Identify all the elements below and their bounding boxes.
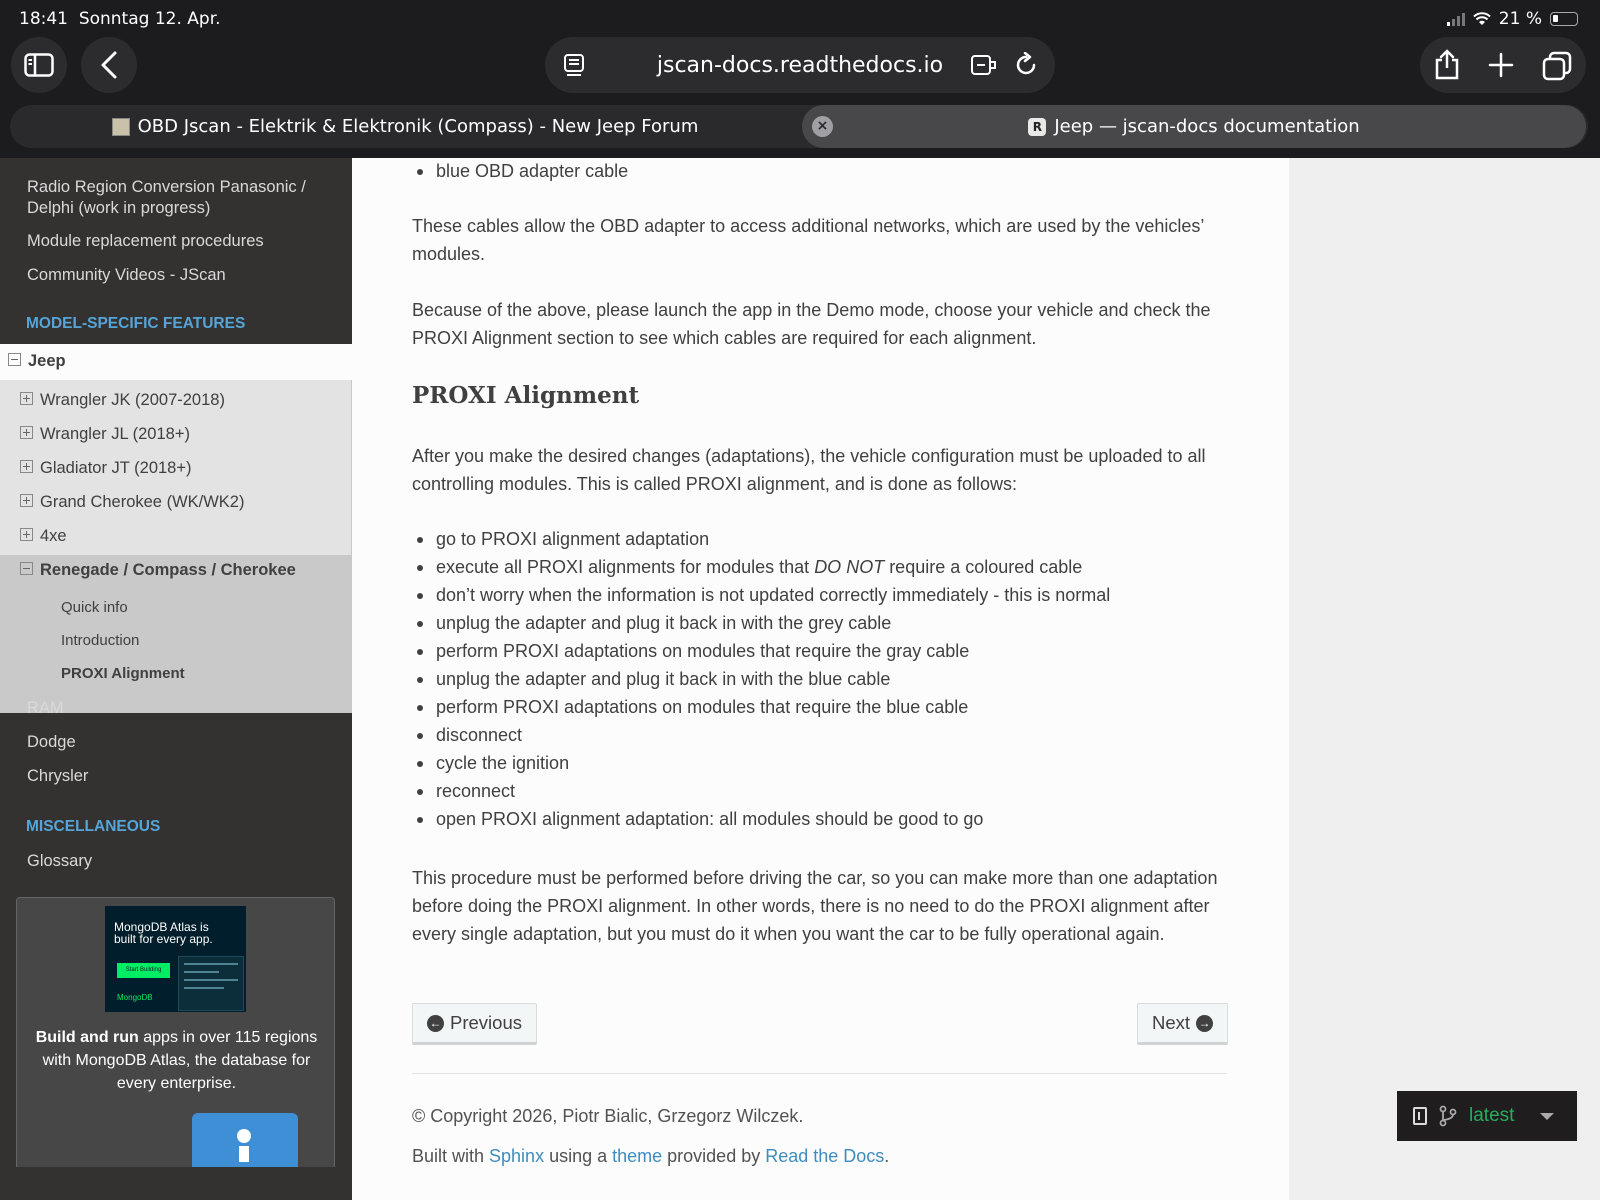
ad-code-snippet bbox=[178, 956, 244, 1011]
read-the-docs-link[interactable]: Read the Docs bbox=[765, 1146, 885, 1166]
sidebar-link-module-replacement[interactable]: Module replacement procedures bbox=[27, 232, 264, 250]
mongodb-logo: MongoDB bbox=[117, 993, 153, 1002]
address-bar[interactable] bbox=[545, 37, 1055, 93]
expand-icon[interactable] bbox=[20, 392, 33, 405]
sidebar-item-chrysler[interactable]: Chrysler bbox=[27, 767, 89, 785]
top-bullet-list bbox=[412, 157, 1227, 185]
version-switcher[interactable] bbox=[1397, 1091, 1577, 1141]
previous-button[interactable] bbox=[412, 1003, 537, 1045]
tab-title: OBD Jscan - Elektrik & Elektronik (Compass) - New Jeep Forum bbox=[137, 116, 699, 137]
sidebar-item-quick-info[interactable]: Quick info bbox=[61, 599, 128, 616]
wifi-icon bbox=[1473, 12, 1491, 26]
proxi-steps-list bbox=[408, 525, 1223, 833]
forum-favicon-icon bbox=[112, 118, 130, 136]
new-tab-plus-icon[interactable] bbox=[1488, 52, 1514, 78]
ad-image-button: Start Building bbox=[117, 963, 170, 978]
list-item: blue OBD adapter cable bbox=[408, 157, 1227, 185]
sidebar-caption-misc: MISCELLANEOUS bbox=[26, 818, 161, 835]
list-item: open PROXI alignment adaptation: all modules should be good to go bbox=[408, 805, 1223, 833]
list-item: execute all PROXI alignments for modules that DO NOT require a coloured cable bbox=[408, 553, 1223, 581]
collapse-icon[interactable] bbox=[20, 562, 33, 575]
status-bar bbox=[0, 0, 1600, 36]
list-item: perform PROXI adaptations on modules that require the blue cable bbox=[408, 693, 1223, 721]
footer-built-with: Built with Sphinx using a theme provided by Read the Docs. bbox=[412, 1146, 890, 1166]
browser-chrome bbox=[0, 0, 1600, 158]
expand-icon[interactable] bbox=[20, 494, 33, 507]
status-time: 18:41 Sonntag 12. Apr. bbox=[19, 9, 221, 29]
battery-icon bbox=[1550, 12, 1578, 26]
list-item: disconnect bbox=[408, 721, 1223, 749]
sidebar-item-introduction[interactable]: Introduction bbox=[61, 632, 140, 649]
next-label: Next bbox=[1152, 1012, 1191, 1033]
ethical-ad bbox=[16, 897, 335, 1167]
sphinx-link[interactable]: Sphinx bbox=[489, 1146, 545, 1166]
chevron-left-icon bbox=[100, 51, 118, 79]
sidebar-item-jeep[interactable] bbox=[0, 344, 352, 380]
sidebar-icon bbox=[24, 53, 54, 77]
list-item: unplug the adapter and plug it back in with the blue cable bbox=[408, 665, 1223, 693]
readthedocs-favicon-icon: R bbox=[1028, 118, 1046, 136]
expand-icon[interactable] bbox=[20, 426, 33, 439]
sidebar-item-glossary[interactable]: Glossary bbox=[27, 852, 93, 870]
sidebar-item-dodge[interactable]: Dodge bbox=[27, 733, 76, 751]
sidebar-link-radio-region[interactable]: Radio Region Conversion Panasonic / Delphi (work in progress) bbox=[27, 178, 306, 217]
footer-divider bbox=[412, 1073, 1227, 1074]
list-item: unplug the adapter and plug it back in with the grey cable bbox=[408, 609, 1223, 637]
battery-percent: 21 % bbox=[1498, 9, 1542, 29]
paragraph: Because of the above, please launch the app in the Demo mode, choose your vehicle and check the PROXI Alignment section to see which cables are required for each alignment. bbox=[412, 300, 1211, 348]
close-tab-icon[interactable]: × bbox=[812, 116, 833, 137]
list-item: go to PROXI alignment adaptation bbox=[408, 525, 1223, 553]
list-item: don’t worry when the information is not updated correctly immediately - this is normal bbox=[408, 581, 1223, 609]
arrow-circle-right-icon: → bbox=[1196, 1015, 1213, 1032]
sidebar-item-renegade-compass-cherokee[interactable]: Renegade / Compass / Cherokee bbox=[20, 561, 296, 580]
sidebar-item-4xe[interactable]: 4xe bbox=[20, 527, 67, 546]
version-label: latest bbox=[1469, 1105, 1515, 1126]
ad-text[interactable]: Build and run apps in over 115 regions with MongoDB Atlas, the database for every enterprise. bbox=[35, 1029, 318, 1092]
sidebar-item-ram[interactable]: RAM bbox=[27, 699, 64, 717]
theme-link[interactable]: theme bbox=[612, 1146, 663, 1166]
sidebar-link-community-videos[interactable]: Community Videos - JScan bbox=[27, 266, 226, 284]
paragraph: After you make the desired changes (adaptations), the vehicle configuration must be uploaded to all controlling modules. This is called PROXI alignment, and is done as follows: bbox=[412, 446, 1206, 494]
tab-overview-icon[interactable] bbox=[1542, 51, 1572, 81]
tab-title: Jeep — jscan-docs documentation bbox=[1054, 116, 1360, 137]
reload-icon[interactable] bbox=[1013, 52, 1039, 78]
paragraph: This procedure must be performed before driving the car, so you can make more than one adaptation before doing the PROXI alignment. In other words, there is no need to do the PROXI alignment after every single adaptation, but you must do it when you want the car to be fully operational again. bbox=[412, 868, 1218, 944]
back-button[interactable] bbox=[81, 37, 137, 93]
ad-image[interactable] bbox=[105, 906, 246, 1012]
previous-label: Previous bbox=[450, 1012, 522, 1033]
sidebar-item-grand-cherokee[interactable]: Grand Cherokee (WK/WK2) bbox=[20, 493, 244, 512]
ad-info-button[interactable] bbox=[192, 1113, 298, 1167]
page-gutter bbox=[1289, 158, 1600, 1200]
sidebar-caption-model-specific: MODEL-SPECIFIC FEATURES bbox=[26, 315, 246, 332]
git-branch-icon bbox=[1439, 1105, 1457, 1127]
sidebar-toggle-button[interactable] bbox=[11, 37, 67, 93]
sidebar-item-gladiator-jt[interactable]: Gladiator JT (2018+) bbox=[20, 459, 191, 478]
paragraph: These cables allow the OBD adapter to access additional networks, which are used by the vehicles’ modules. bbox=[412, 216, 1204, 264]
section-heading: PROXI Alignment bbox=[412, 382, 640, 409]
cellular-signal-icon bbox=[1447, 13, 1465, 26]
sidebar-item-wrangler-jl[interactable]: Wrangler JL (2018+) bbox=[20, 425, 190, 444]
sidebar-item-proxi-alignment[interactable]: PROXI Alignment bbox=[61, 665, 185, 682]
tab-bar bbox=[10, 105, 1588, 148]
extension-icon[interactable] bbox=[970, 53, 998, 77]
collapse-icon[interactable] bbox=[8, 353, 21, 366]
list-item: reconnect bbox=[408, 777, 1223, 805]
ad-image-heading: MongoDB Atlas is built for every app. bbox=[114, 920, 213, 946]
list-item: perform PROXI adaptations on modules that require the gray cable bbox=[408, 637, 1223, 665]
url-text[interactable]: jscan-docs.readthedocs.io bbox=[656, 53, 944, 78]
list-item: cycle the ignition bbox=[408, 749, 1223, 777]
arrow-circle-left-icon: ← bbox=[427, 1015, 444, 1032]
sidebar-item-wrangler-jk[interactable]: Wrangler JK (2007-2018) bbox=[20, 391, 225, 410]
caret-down-icon bbox=[1540, 1113, 1554, 1120]
docs-sidebar bbox=[0, 158, 352, 1200]
toolbar-right-group bbox=[1420, 37, 1586, 93]
share-icon[interactable] bbox=[1434, 49, 1460, 81]
sidebar-item-label: Jeep bbox=[28, 352, 66, 370]
next-button[interactable] bbox=[1137, 1003, 1228, 1045]
tab-jeep-forum[interactable] bbox=[10, 105, 800, 148]
expand-icon[interactable] bbox=[20, 528, 33, 541]
book-icon bbox=[1413, 1107, 1427, 1125]
tab-jscan-docs[interactable] bbox=[802, 105, 1586, 148]
footer-copyright: © Copyright 2026, Piotr Bialic, Grzegorz Wilczek. bbox=[412, 1106, 804, 1126]
expand-icon[interactable] bbox=[20, 460, 33, 473]
